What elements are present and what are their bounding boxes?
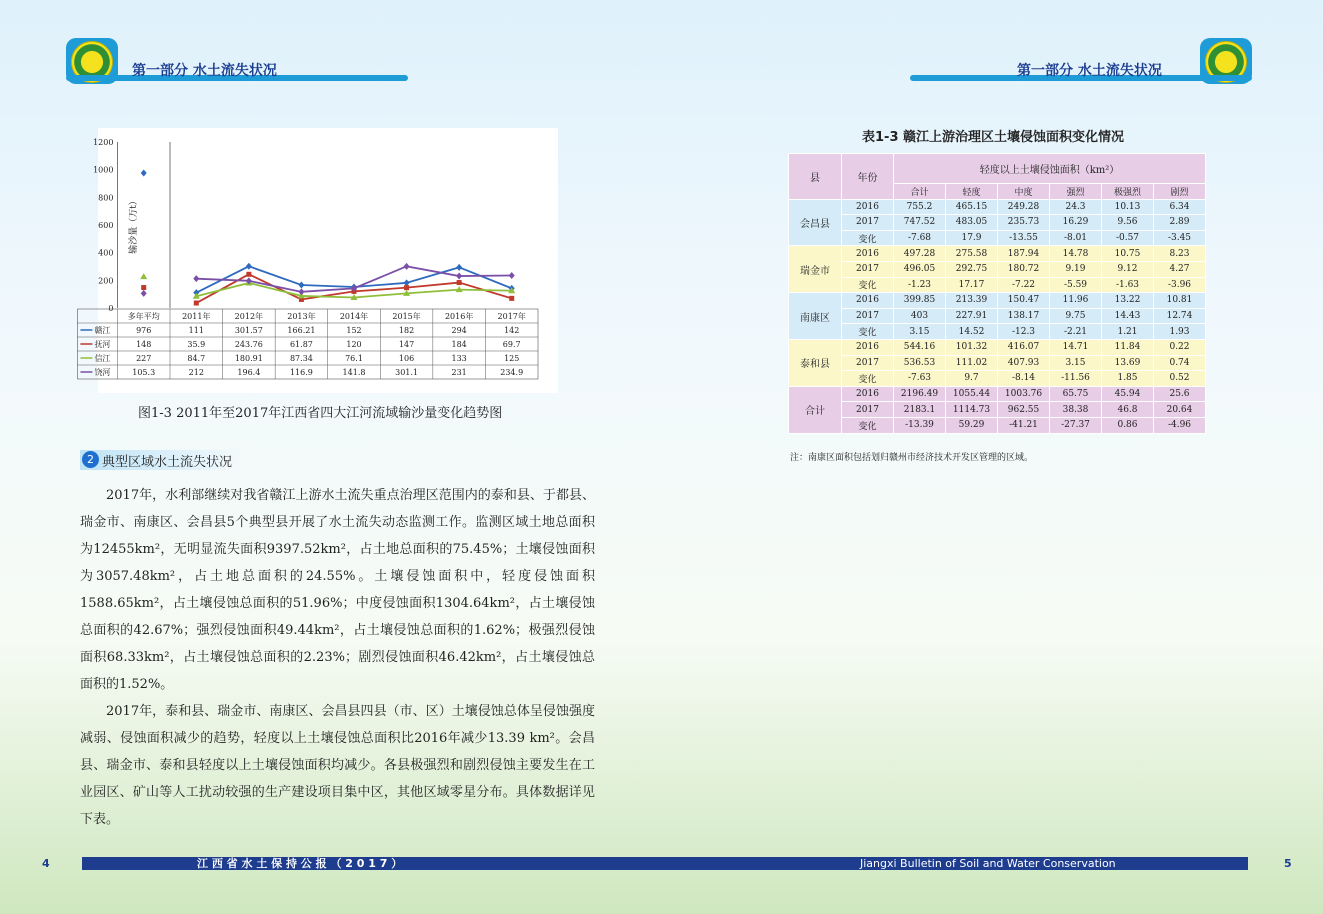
legend-label: 饶河	[94, 368, 111, 377]
data-label: 180.91	[234, 354, 263, 363]
header-county: 县	[789, 154, 842, 200]
figure-caption: 图1-3 2011年至2017年江西省四大江河流域输沙量变化趋势图	[138, 406, 503, 421]
value-cell: -5.59	[1050, 277, 1102, 293]
body-text	[80, 482, 595, 833]
value-cell: 8.23	[1154, 246, 1206, 262]
data-point	[140, 273, 147, 279]
data-point	[141, 290, 147, 297]
data-label: 116.9	[289, 368, 313, 377]
header-title-left: 第一部分 水土流失状况	[132, 63, 277, 79]
x-tick-label: 2016年	[444, 312, 474, 321]
footer-title: 江 西 省 水 土 保 持 公 报 （ 2 0 1 7 ）	[197, 857, 403, 870]
data-point	[141, 169, 147, 176]
value-cell: 292.75	[946, 261, 998, 277]
data-point	[509, 296, 514, 301]
chart-container	[93, 128, 558, 393]
y-tick-label: 1000	[93, 165, 114, 175]
value-cell: 496.05	[894, 261, 946, 277]
value-cell: 10.75	[1102, 246, 1154, 262]
data-label: 61.87	[289, 340, 313, 349]
y-tick-label: 1200	[93, 138, 114, 147]
value-cell: 0.22	[1154, 339, 1206, 355]
value-cell: 14.52	[946, 324, 998, 340]
data-point	[141, 285, 146, 290]
year-cell: 2017	[842, 261, 894, 277]
value-cell: 3.15	[894, 324, 946, 340]
table-row	[789, 417, 1206, 433]
value-cell: 25.6	[1154, 386, 1206, 402]
data-point	[509, 272, 515, 279]
value-cell: -4.96	[1154, 417, 1206, 433]
subheader-cell: 强烈	[1050, 184, 1102, 200]
value-cell: 14.71	[1050, 339, 1102, 355]
data-point	[456, 273, 462, 280]
value-cell: 465.15	[946, 199, 998, 215]
value-cell: 0.52	[1154, 371, 1206, 387]
value-cell: 2196.49	[894, 386, 946, 402]
data-label: 69.7	[502, 340, 521, 349]
value-cell: 11.96	[1050, 293, 1102, 309]
data-label: 105.3	[132, 368, 156, 377]
value-cell: 227.91	[946, 308, 998, 324]
table-row	[789, 386, 1206, 402]
value-cell: 10.81	[1154, 293, 1206, 309]
data-label: 301.57	[234, 326, 263, 335]
paragraph: 2017年，泰和县、瑞金市、南康区、会昌县四县（市、区）土壤侵蚀总体呈侵蚀强度减弱、侵蚀面积减少的趋势，轻度以上土壤侵蚀总面积比2016年减少13.39 km²。会昌县、瑞金市、泰和县轻度以上土壤侵蚀面积均减少。各县极强烈和剧烈侵蚀主要发生在工业园区、矿山等人工扰动较强的生产建设项目集中区，其他区域零星分布。具体数据详见下表。	[80, 704, 595, 827]
value-cell: 10.13	[1102, 199, 1154, 215]
value-cell: -0.57	[1102, 230, 1154, 246]
paragraph: 2017年，水利部继续对我省赣江上游水土流失重点治理区范围内的泰和县、于都县、瑞金市、南康区、会昌县5个典型县开展了水土流失动态监测工作。监测区域土地总面积为12455km²，无明显流失面积9397.52km²，占土地总面积的75.45%；土壤侵蚀面积为3057.48km²，占土地总面积的24.55%。土壤侵蚀面积中，轻度侵蚀面积1588.65km²，占土壤侵蚀总面积的51.96%；中度侵蚀面积1304.64km²，占土壤侵蚀总面积的42.67%；强烈侵蚀面积49.44km²，占土壤侵蚀总面积的1.62%；极强烈侵蚀面积68.33km²，占土壤侵蚀总面积的2.23%；剧烈侵蚀面积46.42km²，占土壤侵蚀总面积的1.52%。	[80, 488, 595, 692]
data-label: 148	[136, 340, 152, 349]
section-heading	[80, 450, 240, 470]
data-label: 184	[451, 340, 467, 349]
value-cell: 399.85	[894, 293, 946, 309]
value-cell: 0.86	[1102, 417, 1154, 433]
value-cell: -1.63	[1102, 277, 1154, 293]
data-label: 231	[451, 368, 467, 377]
value-cell: 1055.44	[946, 386, 998, 402]
table-row	[789, 277, 1206, 293]
table-row	[789, 293, 1206, 309]
value-cell: 1.21	[1102, 324, 1154, 340]
value-cell: -7.22	[998, 277, 1050, 293]
subheader-cell: 剧烈	[1154, 184, 1206, 200]
value-cell: -7.68	[894, 230, 946, 246]
table-row	[789, 199, 1206, 215]
value-cell: 403	[894, 308, 946, 324]
county-cell: 合计	[789, 386, 842, 433]
value-cell: 6.34	[1154, 199, 1206, 215]
value-cell: 0.74	[1154, 355, 1206, 371]
value-cell: 9.56	[1102, 215, 1154, 231]
value-cell: -3.96	[1154, 277, 1206, 293]
data-point	[404, 263, 410, 270]
value-cell: 13.69	[1102, 355, 1154, 371]
table-row	[789, 339, 1206, 355]
year-cell: 2016	[842, 199, 894, 215]
subheader-cell: 极强烈	[1102, 184, 1154, 200]
value-cell: 9.12	[1102, 261, 1154, 277]
line-chart	[93, 128, 558, 393]
value-cell: -3.45	[1154, 230, 1206, 246]
data-label: 87.34	[289, 354, 313, 363]
value-cell: 416.07	[998, 339, 1050, 355]
table-row	[789, 308, 1206, 324]
value-cell: -7.63	[894, 371, 946, 387]
value-cell: -27.37	[1050, 417, 1102, 433]
value-cell: 1.85	[1102, 371, 1154, 387]
data-point	[298, 288, 304, 295]
value-cell: 9.19	[1050, 261, 1102, 277]
data-point	[246, 272, 251, 277]
table-row	[789, 246, 1206, 262]
value-cell: 747.52	[894, 215, 946, 231]
data-label: 227	[136, 354, 152, 363]
x-tick-label: 多年平均	[127, 312, 160, 321]
data-label: 166.21	[287, 326, 316, 335]
year-cell: 2016	[842, 246, 894, 262]
data-point	[193, 275, 199, 282]
value-cell: 180.72	[998, 261, 1050, 277]
table-row	[789, 324, 1206, 340]
value-cell: 275.58	[946, 246, 998, 262]
value-cell: -41.21	[998, 417, 1050, 433]
value-cell: 755.2	[894, 199, 946, 215]
value-cell: -13.39	[894, 417, 946, 433]
data-label: 76.1	[345, 354, 363, 363]
data-point	[457, 280, 462, 285]
value-cell: -13.55	[998, 230, 1050, 246]
value-cell: 59.29	[946, 417, 998, 433]
data-label: 120	[346, 340, 362, 349]
x-tick-label: 2015年	[392, 312, 421, 321]
value-cell: 13.22	[1102, 293, 1154, 309]
value-cell: 1.93	[1154, 324, 1206, 340]
value-cell: 497.28	[894, 246, 946, 262]
value-cell: 483.05	[946, 215, 998, 231]
footer-bar-right	[662, 857, 1248, 870]
year-cell: 变化	[842, 417, 894, 433]
value-cell: 544.16	[894, 339, 946, 355]
data-label: 106	[398, 354, 415, 363]
data-label: 243.76	[234, 340, 263, 349]
x-tick-label: 2011年	[182, 312, 211, 321]
data-label: 294	[451, 326, 467, 335]
data-point	[298, 282, 304, 289]
value-cell: 2.89	[1154, 215, 1206, 231]
year-cell: 2016	[842, 339, 894, 355]
x-tick-label: 2012年	[234, 312, 264, 321]
data-label: 301.1	[395, 368, 419, 377]
data-label: 234.9	[500, 368, 524, 377]
data-point	[246, 263, 252, 270]
value-cell: 65.75	[1050, 386, 1102, 402]
x-tick-label: 2013年	[287, 312, 316, 321]
value-cell: 9.75	[1050, 308, 1102, 324]
value-cell: 249.28	[998, 199, 1050, 215]
page-number-left: 4	[42, 857, 50, 870]
value-cell: 536.53	[894, 355, 946, 371]
value-cell: 1114.73	[946, 402, 998, 418]
page-number-right: 5	[1284, 857, 1292, 870]
value-cell: 101.32	[946, 339, 998, 355]
data-label: 133	[451, 354, 467, 363]
footer-english: Jiangxi Bulletin of Soil and Water Conservation	[860, 857, 1116, 870]
y-tick-label: 400	[98, 248, 114, 258]
data-label: 182	[398, 326, 415, 335]
data-label: 141.8	[342, 368, 366, 377]
data-label: 125	[504, 354, 520, 363]
value-cell: 14.78	[1050, 246, 1102, 262]
county-cell: 泰和县	[789, 339, 842, 386]
data-label: 84.7	[187, 354, 206, 363]
value-cell: 46.8	[1102, 402, 1154, 418]
value-cell: 962.55	[998, 402, 1050, 418]
table-row	[789, 261, 1206, 277]
legend-label: 抚河	[94, 340, 111, 349]
subheader-cell: 轻度	[946, 184, 998, 200]
data-point	[456, 264, 462, 271]
data-label: 35.9	[187, 340, 206, 349]
year-cell: 变化	[842, 277, 894, 293]
value-cell: -8.14	[998, 371, 1050, 387]
data-label: 212	[188, 368, 204, 377]
year-cell: 2017	[842, 215, 894, 231]
erosion-table	[788, 153, 1206, 434]
table-row	[789, 355, 1206, 371]
value-cell: 407.93	[998, 355, 1050, 371]
data-point	[194, 301, 199, 306]
data-label: 196.4	[237, 368, 261, 377]
year-cell: 变化	[842, 371, 894, 387]
year-cell: 变化	[842, 230, 894, 246]
value-cell: 235.73	[998, 215, 1050, 231]
county-cell: 会昌县	[789, 199, 842, 246]
value-cell: -11.56	[1050, 371, 1102, 387]
value-cell: 138.17	[998, 308, 1050, 324]
value-cell: 16.29	[1050, 215, 1102, 231]
x-tick-label: 2017年	[497, 312, 526, 321]
value-cell: 38.38	[1050, 402, 1102, 418]
data-point	[404, 285, 409, 290]
section-number: 2	[82, 451, 99, 468]
data-label: 152	[346, 326, 362, 335]
value-cell: 1003.76	[998, 386, 1050, 402]
value-cell: 20.64	[1154, 402, 1206, 418]
value-cell: 11.84	[1102, 339, 1154, 355]
y-tick-label: 200	[98, 276, 114, 286]
value-cell: 12.74	[1154, 308, 1206, 324]
year-cell: 2017	[842, 355, 894, 371]
table-row	[789, 371, 1206, 387]
value-cell: 14.43	[1102, 308, 1154, 324]
value-cell: -12.3	[998, 324, 1050, 340]
value-cell: -1.23	[894, 277, 946, 293]
table-title: 表1-3 赣江上游治理区土壤侵蚀面积变化情况	[862, 130, 1125, 145]
table-row	[789, 230, 1206, 246]
data-label: 142	[504, 326, 520, 335]
y-tick-label: 0	[108, 304, 114, 313]
x-tick-label: 2014年	[339, 312, 369, 321]
header-title-right: 第一部分 水土流失状况	[1017, 63, 1162, 79]
year-cell: 变化	[842, 324, 894, 340]
year-cell: 2016	[842, 386, 894, 402]
y-tick-label: 600	[98, 221, 114, 230]
value-cell: 187.94	[998, 246, 1050, 262]
legend-label: 赣江	[94, 326, 111, 335]
footer-bar-left	[82, 857, 662, 870]
legend-label: 信江	[94, 354, 111, 363]
header-group: 轻度以上土壤侵蚀面积（km²）	[894, 154, 1206, 184]
data-label: 111	[188, 326, 204, 335]
section-title: 典型区域水土流失状况	[102, 455, 233, 470]
value-cell: -8.01	[1050, 230, 1102, 246]
value-cell: 45.94	[1102, 386, 1154, 402]
value-cell: 24.3	[1050, 199, 1102, 215]
table-note: 注：南康区面积包括划归赣州市经济技术开发区管理的区域。	[790, 453, 1034, 463]
table-row	[789, 402, 1206, 418]
value-cell: 17.9	[946, 230, 998, 246]
value-cell: -2.21	[1050, 324, 1102, 340]
value-cell: 2183.1	[894, 402, 946, 418]
value-cell: 111.02	[946, 355, 998, 371]
header-year: 年份	[842, 154, 894, 200]
value-cell: 3.15	[1050, 355, 1102, 371]
table-row	[789, 215, 1206, 231]
data-label: 147	[398, 340, 415, 349]
y-axis-label: 输沙量（万t）	[129, 196, 139, 254]
value-cell: 4.27	[1154, 261, 1206, 277]
year-cell: 2016	[842, 293, 894, 309]
subheader-cell: 合计	[894, 184, 946, 200]
value-cell: 150.47	[998, 293, 1050, 309]
data-label: 976	[136, 326, 152, 335]
county-cell: 瑞金市	[789, 246, 842, 293]
value-cell: 9.7	[946, 371, 998, 387]
y-tick-label: 800	[98, 193, 114, 203]
value-cell: 17.17	[946, 277, 998, 293]
year-cell: 2017	[842, 402, 894, 418]
value-cell: 213.39	[946, 293, 998, 309]
subheader-cell: 中度	[998, 184, 1050, 200]
year-cell: 2017	[842, 308, 894, 324]
county-cell: 南康区	[789, 293, 842, 340]
